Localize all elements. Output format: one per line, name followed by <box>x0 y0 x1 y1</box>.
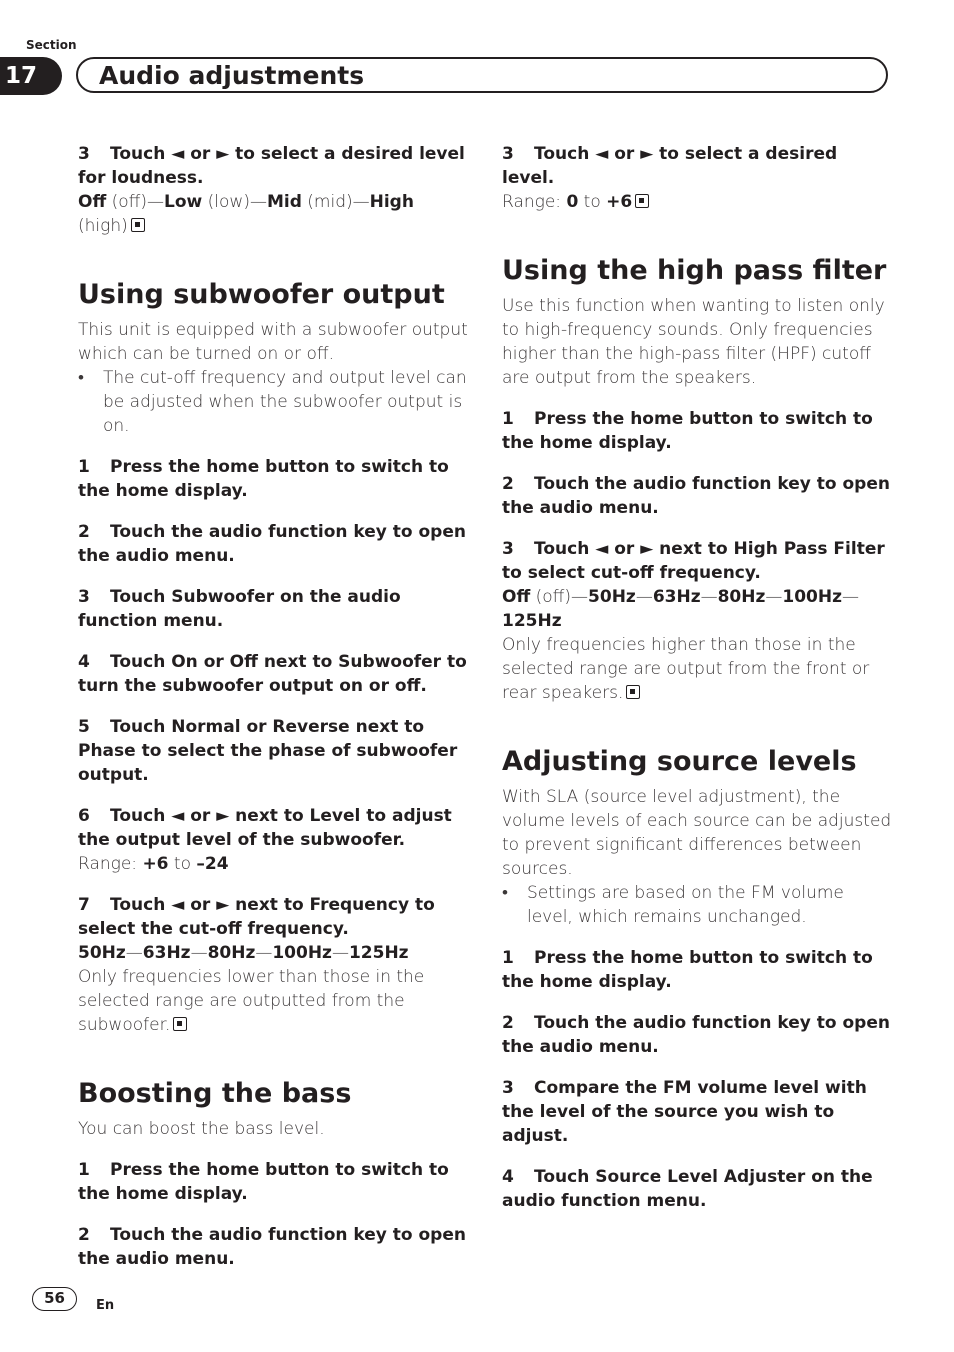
off-option: Off <box>502 587 531 607</box>
step-text: Touch Normal or Reverse next to Phase to select the phase of subwoofer output. <box>78 717 458 785</box>
step-number: 1 <box>78 457 90 477</box>
step-text: Touch On or Off next to Subwoofer to turn the subwoofer output on or off. <box>78 652 467 696</box>
subwoofer-level-step <box>78 804 470 852</box>
subwoofer-step-4 <box>78 650 470 698</box>
section-title-bar <box>76 57 888 93</box>
step-number: 3 <box>78 144 90 164</box>
step-number: 7 <box>78 895 90 915</box>
bullet-text: Settings are based on the FM volume level, which remains unchanged. <box>527 883 844 927</box>
level-range <box>502 190 892 214</box>
subwoofer-step-1 <box>78 455 470 503</box>
frequency-option: 50Hz <box>78 943 126 963</box>
range-label: Range: <box>502 192 567 212</box>
option-separator: — <box>249 192 267 212</box>
frequency-option: 125Hz <box>348 943 409 963</box>
range-from: 0 <box>566 192 579 212</box>
hpf-step-2 <box>502 472 892 520</box>
hpf-step-1 <box>502 407 892 455</box>
hpf-select-step <box>502 537 892 585</box>
frequency-option: 100Hz <box>272 943 332 963</box>
sla-bullet <box>502 881 892 929</box>
hpf-frequency-options: Off (off)—50Hz—63Hz—80Hz—100Hz— 125Hz <box>502 587 859 631</box>
range-to-word: to <box>578 192 607 212</box>
subwoofer-step-5 <box>78 715 470 787</box>
right-column <box>502 142 892 1213</box>
step-text: Touch ◄ or ► to select a desired level for loudness. <box>78 144 465 188</box>
frequency-option: 80Hz <box>207 943 256 963</box>
step-text: Press the home button to switch to the home display. <box>78 457 449 501</box>
section-number-tab: 17 <box>0 57 62 95</box>
step-number: 6 <box>78 806 90 826</box>
end-mark-icon <box>131 218 145 232</box>
step-text: Touch the audio function key to open the audio menu. <box>502 474 890 518</box>
option-value: Mid <box>266 192 302 212</box>
bullet-text: The cut-off frequency and output level can be adjusted when the subwoofer output is on. <box>103 368 467 436</box>
subwoofer-step-2 <box>78 520 470 568</box>
note-text: Only frequencies lower than those in the selected range are outputted from the subwoofer. <box>78 967 425 1035</box>
subwoofer-heading: Using subwoofer output <box>78 279 445 310</box>
step-text: Compare the FM volume level with the level of the source you wish to adjust. <box>502 1078 867 1146</box>
step-text: Touch ◄ or ► next to Frequency to select the cut-off frequency. <box>78 895 435 939</box>
off-note: (off) <box>530 587 572 607</box>
end-mark-icon <box>635 194 649 208</box>
option-note: (off) <box>106 192 148 212</box>
step-number: 5 <box>78 717 90 737</box>
step-text: Touch Subwoofer on the audio function menu. <box>78 587 401 631</box>
subwoofer-frequency-options: 50Hz—63Hz—80Hz—100Hz—125Hz <box>78 943 409 963</box>
step-text: Touch Source Level Adjuster on the audio function menu. <box>502 1167 873 1211</box>
level-step <box>502 142 892 190</box>
bass-step-1 <box>78 1158 470 1206</box>
step-text: Press the home button to switch to the home display. <box>502 409 873 453</box>
subwoofer-level-range <box>78 852 470 876</box>
section-title: Audio adjustments <box>99 61 365 90</box>
subwoofer-step-3 <box>78 585 470 633</box>
option-note: (low) <box>202 192 250 212</box>
frequency-option: 125Hz <box>502 611 562 631</box>
hpf-heading: Using the high pass filter <box>502 255 887 286</box>
step-number: 2 <box>502 474 514 494</box>
range-from: +6 <box>142 854 169 874</box>
left-column <box>78 142 470 1271</box>
frequency-option: 80Hz <box>717 587 766 607</box>
loudness-options <box>78 190 470 238</box>
range-to: +6 <box>606 192 633 212</box>
bass-step-2 <box>78 1223 470 1271</box>
frequency-option: 63Hz <box>652 587 701 607</box>
step-number: 3 <box>78 587 90 607</box>
subwoofer-frequency-note <box>78 965 470 1037</box>
subwoofer-frequency-step <box>78 893 470 941</box>
section-label: Section <box>26 38 77 52</box>
note-text: Only frequencies higher than those in the selected range are output from the front or rear speakers. <box>502 635 870 703</box>
option-separator: — <box>147 192 165 212</box>
step-number: 2 <box>78 1225 90 1245</box>
step-number: 3 <box>502 1078 514 1098</box>
option-note: (mid) <box>301 192 353 212</box>
step-text: Touch ◄ or ► to select a desired level. <box>502 144 838 188</box>
step-number: 2 <box>78 522 90 542</box>
step-text: Touch ◄ or ► next to Level to adjust the output level of the subwoofer. <box>78 806 452 850</box>
sla-step-1 <box>502 946 892 994</box>
end-mark-icon <box>626 685 640 699</box>
bullet-icon: • <box>78 368 84 388</box>
step-text: Touch the audio function key to open the audio menu. <box>78 522 466 566</box>
subwoofer-intro: This unit is equipped with a subwoofer output which can be turned on or off. <box>78 320 468 364</box>
bass-intro: You can boost the bass level. <box>78 1119 325 1139</box>
page-number: 56 <box>32 1287 77 1311</box>
sla-step-2 <box>502 1011 892 1059</box>
sla-step-3 <box>502 1076 892 1148</box>
option-value: High <box>369 192 414 212</box>
language-label: En <box>96 1298 115 1313</box>
step-text: Touch the audio function key to open the audio menu. <box>78 1225 466 1269</box>
step-text: Touch ◄ or ► next to High Pass Filter to select cut-off frequency. <box>502 539 885 583</box>
loudness-step <box>78 142 470 190</box>
step-number: 1 <box>502 948 514 968</box>
option-separator: — <box>352 192 370 212</box>
step-number: 4 <box>78 652 90 672</box>
step-number: 3 <box>502 539 514 559</box>
frequency-option: 100Hz <box>782 587 842 607</box>
sla-intro: With SLA (source level adjustment), the volume levels of each source can be adjusted to prevent significant differences between sources. <box>502 787 892 879</box>
range-to-word: to <box>168 854 197 874</box>
step-number: 2 <box>502 1013 514 1033</box>
option-note: (high) <box>78 216 128 236</box>
bullet-icon: • <box>502 883 508 903</box>
frequency-option: 50Hz <box>588 587 636 607</box>
end-mark-icon <box>173 1017 187 1031</box>
step-number: 1 <box>502 409 514 429</box>
sla-step-4 <box>502 1165 892 1213</box>
step-number: 4 <box>502 1167 514 1187</box>
option-value: Low <box>164 192 203 212</box>
step-text: Press the home button to switch to the home display. <box>502 948 873 992</box>
sla-heading: Adjusting source levels <box>502 746 857 777</box>
step-number: 1 <box>78 1160 90 1180</box>
frequency-option: 63Hz <box>142 943 191 963</box>
step-text: Touch the audio function key to open the audio menu. <box>502 1013 890 1057</box>
subwoofer-bullet <box>78 366 470 438</box>
option-value: Off <box>78 192 107 212</box>
step-number: 3 <box>502 144 514 164</box>
range-to: –24 <box>196 854 229 874</box>
hpf-intro: Use this function when wanting to listen only to high-frequency sounds. Only frequencies higher than the high-pass filter (HPF) cutoff are output from the speakers. <box>502 296 885 388</box>
hpf-frequency-note <box>502 633 892 705</box>
step-text: Press the home button to switch to the home display. <box>78 1160 449 1204</box>
bass-heading: Boosting the bass <box>78 1078 352 1109</box>
range-label: Range: <box>78 854 143 874</box>
